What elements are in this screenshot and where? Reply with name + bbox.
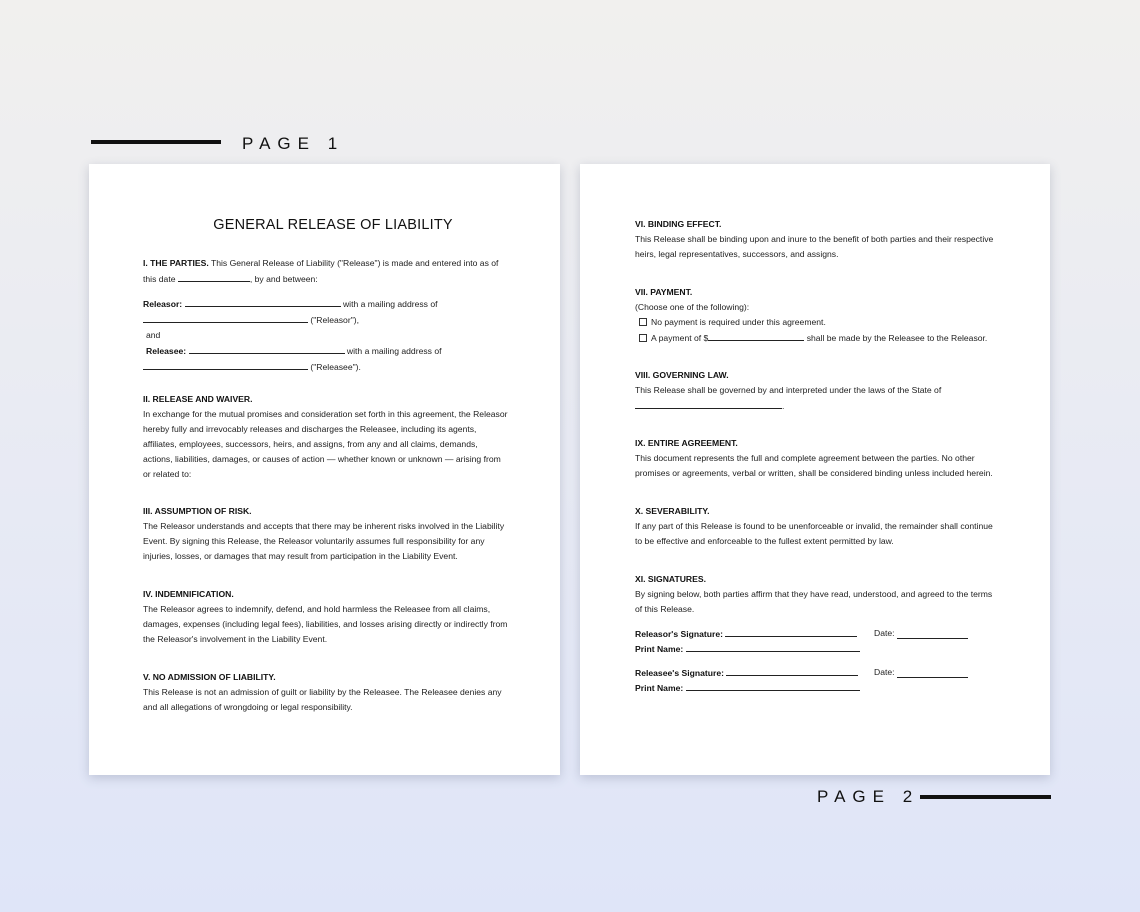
- state-line: .: [635, 398, 1025, 414]
- releasor-signature-blank[interactable]: [725, 626, 857, 637]
- parties-intro: This General Release of Liability ("Release") is made and entered into as of: [208, 258, 499, 268]
- releasee-signature-row: [635, 665, 1025, 681]
- section-heading: V. NO ADMISSION OF LIABILITY.: [143, 672, 276, 682]
- section-line: By signing below, both parties affirm that they have read, understood, and agreed to the terms: [635, 589, 993, 599]
- parties-line-1: [143, 256, 523, 271]
- payment-amount-blank[interactable]: [708, 330, 804, 341]
- releasee-line: Releasee: with a mailing address of: [143, 343, 523, 359]
- section-heading: IX. ENTIRE AGREEMENT.: [635, 438, 738, 448]
- document-title: GENERAL RELEASE OF LIABILITY: [213, 217, 453, 233]
- page-1: [89, 164, 560, 775]
- section-line: or related to:: [143, 469, 192, 479]
- section-assumption-of-risk: [143, 504, 523, 564]
- section-heading: XI. SIGNATURES.: [635, 574, 706, 584]
- section-governing-law: [635, 368, 1025, 414]
- releasee-label: Releasee:: [146, 346, 187, 356]
- section-severability: [635, 504, 1025, 549]
- payment-choose: (Choose one of the following):: [635, 302, 750, 312]
- section-heading: VIII. GOVERNING LAW.: [635, 370, 729, 380]
- section-line: This document represents the full and complete agreement between the parties. No other: [635, 453, 975, 463]
- releasor-signature-label: Releasor's Signature:: [635, 629, 724, 639]
- page2-content: [635, 164, 1025, 775]
- print-name-label: Print Name:: [635, 683, 684, 693]
- section-line: the Releasor's involvement in the Liability Event.: [143, 634, 328, 644]
- parties-line-2: this date , by and between:: [143, 271, 523, 287]
- checkbox[interactable]: [639, 318, 647, 326]
- section-release-waiver: [143, 392, 523, 482]
- section-payment: [635, 285, 1025, 346]
- releasee-name-blank[interactable]: [189, 343, 345, 354]
- section-line: and all allegations of wrongdoing or legal responsibility.: [143, 702, 353, 712]
- releasor-name-blank[interactable]: [185, 296, 341, 307]
- section-parties: [143, 256, 523, 375]
- page-2: [580, 164, 1050, 775]
- releasee-date-blank[interactable]: [897, 667, 968, 678]
- releasee-address-line: ("Releasee").: [143, 359, 523, 375]
- section-heading: II. RELEASE AND WAIVER.: [143, 394, 253, 404]
- section-heading: X. SEVERABILITY.: [635, 506, 710, 516]
- releasee-print-name-blank[interactable]: [686, 680, 860, 691]
- releasor-label: Releasor:: [143, 299, 183, 309]
- payment-option-amount[interactable]: A payment of $ shall be made by the Releasee to the Releasor.: [635, 330, 1025, 346]
- section-line: The Releasor understands and accepts that there may be inherent risks involved in the Liability: [143, 521, 505, 531]
- section-indemnification: [143, 587, 523, 647]
- releasee-print-row: [635, 680, 860, 696]
- parties-heading: I. THE PARTIES.: [143, 258, 209, 268]
- releasee-signature-blank[interactable]: [726, 665, 858, 676]
- page2-label: PAGE 2: [817, 787, 920, 806]
- releasor-line: Releasor: with a mailing address of: [143, 296, 523, 312]
- page1-content: [143, 164, 523, 775]
- and-line: and: [146, 330, 161, 340]
- section-line: heirs, legal representatives, successors, and assigns.: [635, 249, 839, 259]
- releasor-address-line: ("Releasor"),: [143, 312, 523, 328]
- releasor-print-row: [635, 641, 860, 657]
- section-binding-effect: [635, 217, 1025, 262]
- payment-option-none[interactable]: No payment is required under this agreement.: [635, 315, 1025, 330]
- date-label: Date:: [874, 628, 895, 638]
- section-signatures: [635, 572, 1025, 693]
- section-heading: IV. INDEMNIFICATION.: [143, 589, 234, 599]
- section-line: hereby fully and irrevocably releases and discharges the Releasee, including its agents,: [143, 424, 477, 434]
- section-line: damages, expenses (including legal fees), liabilities, and losses arising directly or indirectly from: [143, 619, 508, 629]
- section-line: to be effective and enforceable to the fullest extent permitted by law.: [635, 536, 894, 546]
- section-heading: VII. PAYMENT.: [635, 287, 693, 297]
- releasee-signature-label: Releasee's Signature:: [635, 668, 724, 678]
- section-line: This Release shall be governed by and interpreted under the laws of the State of: [635, 385, 942, 395]
- print-name-label: Print Name:: [635, 644, 684, 654]
- date-label: Date:: [874, 667, 895, 677]
- section-line: If any part of this Release is found to be unenforceable or invalid, the remainder shall continue: [635, 521, 993, 531]
- section-heading: III. ASSUMPTION OF RISK.: [143, 506, 252, 516]
- releasor-signature-row: [635, 626, 1025, 642]
- releasor-date-blank[interactable]: [897, 628, 968, 639]
- section-line: The Releasor agrees to indemnify, defend, and hold harmless the Releasee from all claims,: [143, 604, 491, 614]
- releasor-print-name-blank[interactable]: [686, 641, 860, 652]
- section-heading: VI. BINDING EFFECT.: [635, 219, 722, 229]
- section-line: of this Release.: [635, 604, 695, 614]
- releasor-address-blank[interactable]: [143, 312, 308, 323]
- date-blank[interactable]: [178, 271, 250, 282]
- page1-label: PAGE 1: [242, 134, 345, 153]
- releasee-address-blank[interactable]: [143, 359, 308, 370]
- section-line: In exchange for the mutual promises and consideration set forth in this agreement, the Releasor: [143, 409, 508, 419]
- section-line: This Release is not an admission of guilt or liability by the Releasee. The Releasee denies any: [143, 687, 502, 697]
- page2-label-rule: [920, 795, 1051, 799]
- checkbox[interactable]: [639, 334, 647, 342]
- section-line: actions, liabilities, damages, or causes of action — whether known or unknown — arising from: [143, 454, 501, 464]
- section-line: This Release shall be binding upon and inure to the benefit of both parties and their respective: [635, 234, 994, 244]
- section-entire-agreement: [635, 436, 1025, 481]
- section-no-admission: [143, 670, 523, 715]
- section-line: injuries, losses, or damages that may result from participation in the Liability Event.: [143, 551, 458, 561]
- section-line: Event. By signing this Release, the Releasor voluntarily assumes full responsibility for any: [143, 536, 485, 546]
- page1-label-rule: [91, 140, 221, 144]
- section-line: promises or agreements, verbal or written, shall be considered binding unless included herein.: [635, 468, 993, 478]
- state-blank[interactable]: [635, 398, 782, 409]
- section-line: affiliates, employees, successors, heirs, and assigns, from any and all claims, demands,: [143, 439, 478, 449]
